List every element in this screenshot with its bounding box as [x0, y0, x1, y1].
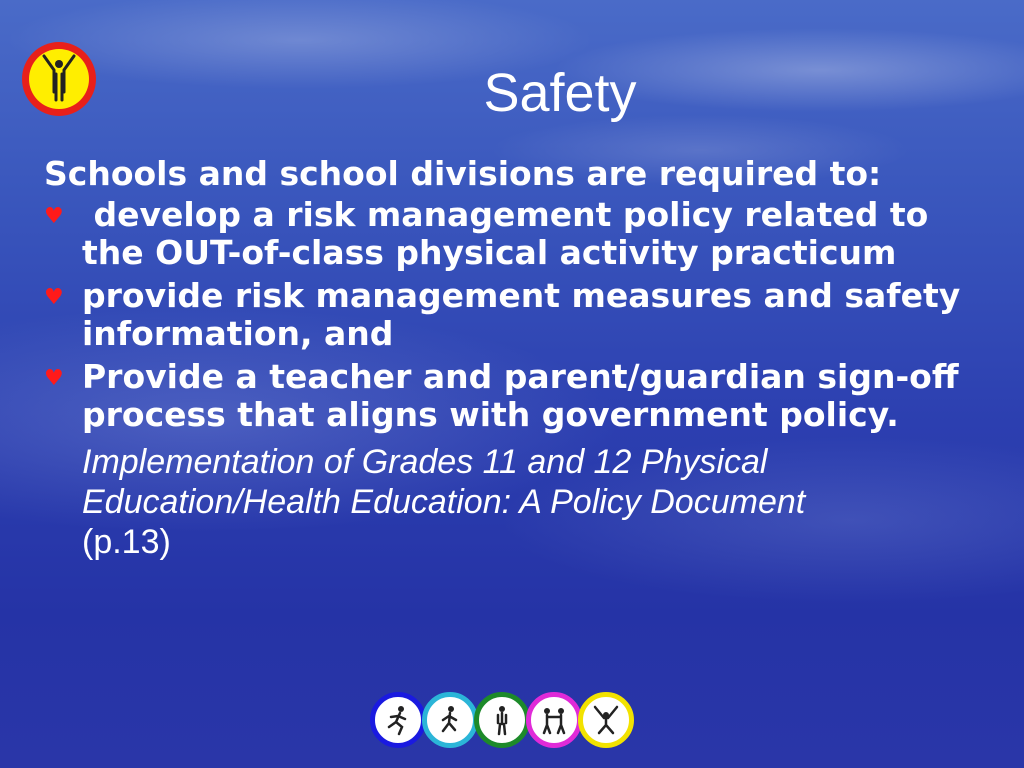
person-arms-raised-icon: [20, 40, 98, 118]
partners-icon: [526, 692, 582, 748]
list-item: [44, 196, 984, 272]
heart-bullet-icon: ♥: [44, 204, 64, 229]
jogger-icon: [422, 692, 478, 748]
heart-bullet-icon: ♥: [44, 285, 64, 310]
lead-text: Schools and school divisions are required to:: [44, 154, 882, 193]
bullet-text: provide risk management measures and safety information, and: [82, 276, 961, 353]
list-item: [44, 277, 984, 353]
activity-badges: [370, 692, 630, 748]
bullet-text: develop a risk management policy related to the OUT-of-class physical activity practicum: [82, 195, 940, 272]
slide-body: [44, 154, 984, 562]
standing-person-icon: [474, 692, 530, 748]
bullet-text: Provide a teacher and parent/guardian sign-off process that aligns with government policy.: [82, 357, 959, 434]
runner-icon: [370, 692, 426, 748]
jumping-person-icon: [578, 692, 634, 748]
citation-page: (p.13): [82, 523, 171, 561]
list-item: [44, 358, 984, 434]
bullet-list: [44, 196, 984, 434]
logo: [20, 40, 98, 118]
citation: [82, 442, 984, 562]
heart-bullet-icon: ♥: [44, 366, 64, 391]
citation-title: Implementation of Grades 11 and 12 Physical Education/Health Education: A Policy Document: [82, 443, 806, 521]
slide-title: Safety: [483, 63, 637, 123]
